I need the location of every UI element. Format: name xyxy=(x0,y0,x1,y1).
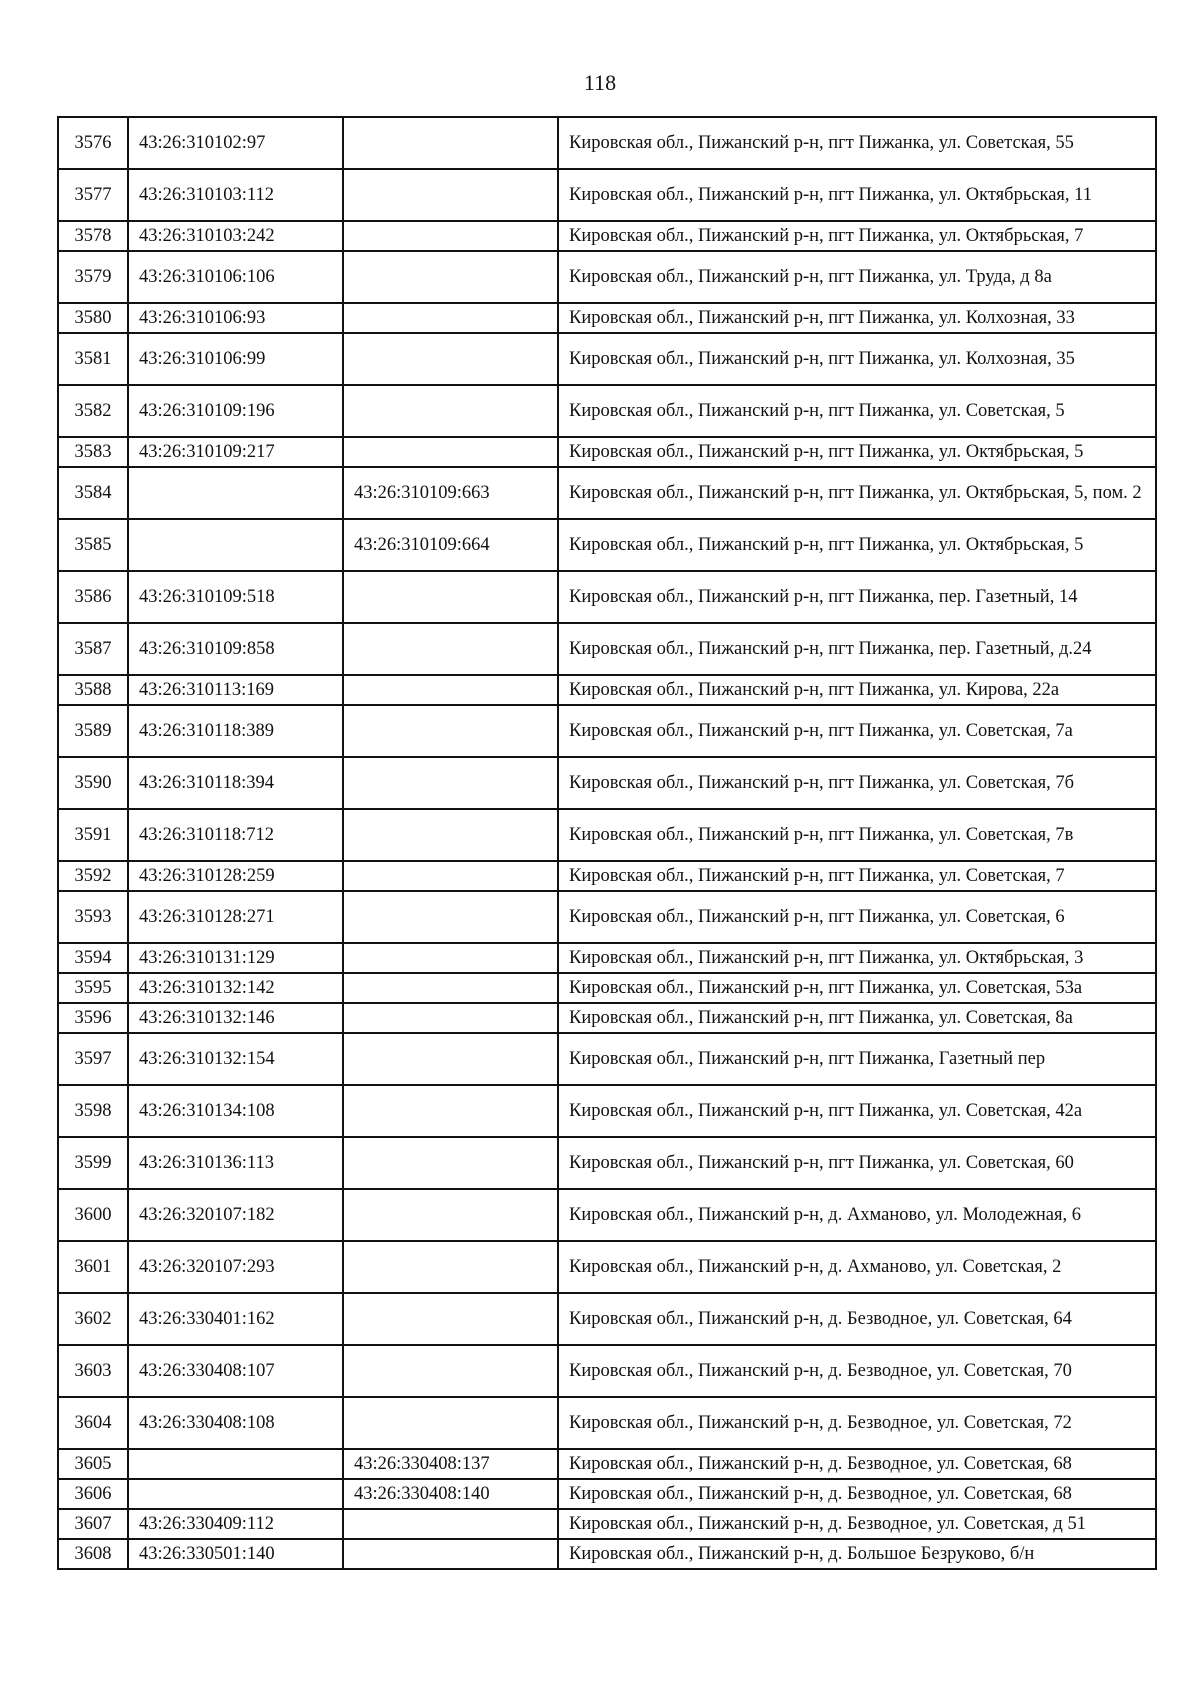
related-cadastral-number xyxy=(343,221,558,251)
address: Кировская обл., Пижанский р-н, пгт Пижанка, ул. Советская, 53а xyxy=(558,973,1156,1003)
row-number: 3582 xyxy=(58,385,128,437)
address: Кировская обл., Пижанский р-н, пгт Пижанка, ул. Октябрьская, 7 xyxy=(558,221,1156,251)
row-number: 3585 xyxy=(58,519,128,571)
row-number: 3578 xyxy=(58,221,128,251)
address: Кировская обл., Пижанский р-н, пгт Пижанка, ул. Советская, 8а xyxy=(558,1003,1156,1033)
address: Кировская обл., Пижанский р-н, пгт Пижанка, ул. Советская, 42а xyxy=(558,1085,1156,1137)
cadastral-number xyxy=(128,1479,343,1509)
cadastral-number: 43:26:310118:712 xyxy=(128,809,343,861)
row-number: 3605 xyxy=(58,1449,128,1479)
cadastral-number: 43:26:310102:97 xyxy=(128,117,343,169)
address: Кировская обл., Пижанский р-н, д. Безводное, ул. Советская, д 51 xyxy=(558,1509,1156,1539)
cadastral-number: 43:26:310118:389 xyxy=(128,705,343,757)
row-number: 3596 xyxy=(58,1003,128,1033)
related-cadastral-number xyxy=(343,1509,558,1539)
address: Кировская обл., Пижанский р-н, пгт Пижанка, Газетный пер xyxy=(558,1033,1156,1085)
table-row xyxy=(58,1293,1156,1345)
cadastral-number: 43:26:310132:146 xyxy=(128,1003,343,1033)
cadastral-number: 43:26:330409:112 xyxy=(128,1509,343,1539)
related-cadastral-number xyxy=(343,675,558,705)
cadastral-number: 43:26:310109:858 xyxy=(128,623,343,675)
related-cadastral-number xyxy=(343,1241,558,1293)
table-row xyxy=(58,623,1156,675)
address: Кировская обл., Пижанский р-н, пгт Пижанка, пер. Газетный, 14 xyxy=(558,571,1156,623)
row-number: 3599 xyxy=(58,1137,128,1189)
table-row xyxy=(58,467,1156,519)
page-number: 118 xyxy=(583,70,617,95)
cadastral-number xyxy=(128,1449,343,1479)
related-cadastral-number xyxy=(343,943,558,973)
cadastral-number: 43:26:310103:242 xyxy=(128,221,343,251)
address: Кировская обл., Пижанский р-н, пгт Пижанка, ул. Советская, 60 xyxy=(558,1137,1156,1189)
address: Кировская обл., Пижанский р-н, пгт Пижанка, ул. Советская, 6 xyxy=(558,891,1156,943)
related-cadastral-number xyxy=(343,809,558,861)
table-row xyxy=(58,675,1156,705)
related-cadastral-number xyxy=(343,1345,558,1397)
related-cadastral-number xyxy=(343,1085,558,1137)
address: Кировская обл., Пижанский р-н, пгт Пижанка, ул. Октябрьская, 11 xyxy=(558,169,1156,221)
address: Кировская обл., Пижанский р-н, пгт Пижанка, ул. Октябрьская, 3 xyxy=(558,943,1156,973)
row-number: 3589 xyxy=(58,705,128,757)
table-row xyxy=(58,251,1156,303)
cadastral-number: 43:26:310109:518 xyxy=(128,571,343,623)
table-row xyxy=(58,169,1156,221)
address: Кировская обл., Пижанский р-н, пгт Пижанка, ул. Советская, 7 xyxy=(558,861,1156,891)
related-cadastral-number: 43:26:330408:137 xyxy=(343,1449,558,1479)
related-cadastral-number: 43:26:310109:663 xyxy=(343,467,558,519)
address: Кировская обл., Пижанский р-н, д. Безводное, ул. Советская, 68 xyxy=(558,1449,1156,1479)
row-number: 3606 xyxy=(58,1479,128,1509)
row-number: 3602 xyxy=(58,1293,128,1345)
related-cadastral-number xyxy=(343,169,558,221)
address: Кировская обл., Пижанский р-н, пгт Пижанка, ул. Советская, 5 xyxy=(558,385,1156,437)
address: Кировская обл., Пижанский р-н, пгт Пижанка, ул. Советская, 7б xyxy=(558,757,1156,809)
table-row xyxy=(58,437,1156,467)
related-cadastral-number xyxy=(343,757,558,809)
address: Кировская обл., Пижанский р-н, пгт Пижанка, ул. Колхозная, 35 xyxy=(558,333,1156,385)
address: Кировская обл., Пижанский р-н, д. Безводное, ул. Советская, 70 xyxy=(558,1345,1156,1397)
table-row xyxy=(58,117,1156,169)
row-number: 3580 xyxy=(58,303,128,333)
related-cadastral-number xyxy=(343,1003,558,1033)
row-number: 3590 xyxy=(58,757,128,809)
table-row xyxy=(58,1479,1156,1509)
table-row xyxy=(58,1509,1156,1539)
related-cadastral-number xyxy=(343,571,558,623)
related-cadastral-number xyxy=(343,973,558,1003)
table-row xyxy=(58,1085,1156,1137)
address: Кировская обл., Пижанский р-н, пгт Пижанка, ул. Октябрьская, 5, пом. 2 xyxy=(558,467,1156,519)
row-number: 3577 xyxy=(58,169,128,221)
cadastral-number: 43:26:320107:293 xyxy=(128,1241,343,1293)
row-number: 3597 xyxy=(58,1033,128,1085)
cadastral-number: 43:26:330501:140 xyxy=(128,1539,343,1569)
table-row xyxy=(58,1539,1156,1569)
table-row xyxy=(58,1449,1156,1479)
cadastral-number: 43:26:310103:112 xyxy=(128,169,343,221)
related-cadastral-number xyxy=(343,117,558,169)
cadastral-number: 43:26:330401:162 xyxy=(128,1293,343,1345)
row-number: 3595 xyxy=(58,973,128,1003)
row-number: 3588 xyxy=(58,675,128,705)
row-number: 3583 xyxy=(58,437,128,467)
cadastral-number: 43:26:310134:108 xyxy=(128,1085,343,1137)
related-cadastral-number xyxy=(343,1033,558,1085)
cadastral-number: 43:26:310106:93 xyxy=(128,303,343,333)
table-row xyxy=(58,519,1156,571)
table-row xyxy=(58,705,1156,757)
address: Кировская обл., Пижанский р-н, д. Безводное, ул. Советская, 68 xyxy=(558,1479,1156,1509)
related-cadastral-number xyxy=(343,891,558,943)
row-number: 3587 xyxy=(58,623,128,675)
related-cadastral-number xyxy=(343,1189,558,1241)
row-number: 3586 xyxy=(58,571,128,623)
registry-table-body xyxy=(58,117,1156,1569)
table-row xyxy=(58,943,1156,973)
related-cadastral-number xyxy=(343,1137,558,1189)
row-number: 3604 xyxy=(58,1397,128,1449)
cadastral-number: 43:26:310128:259 xyxy=(128,861,343,891)
table-row xyxy=(58,385,1156,437)
table-row xyxy=(58,861,1156,891)
related-cadastral-number xyxy=(343,861,558,891)
row-number: 3593 xyxy=(58,891,128,943)
cadastral-number: 43:26:330408:108 xyxy=(128,1397,343,1449)
address: Кировская обл., Пижанский р-н, пгт Пижанка, ул. Советская, 55 xyxy=(558,117,1156,169)
table-row xyxy=(58,1137,1156,1189)
row-number: 3584 xyxy=(58,467,128,519)
row-number: 3579 xyxy=(58,251,128,303)
row-number: 3581 xyxy=(58,333,128,385)
row-number: 3601 xyxy=(58,1241,128,1293)
row-number: 3607 xyxy=(58,1509,128,1539)
address: Кировская обл., Пижанский р-н, пгт Пижанка, ул. Октябрьская, 5 xyxy=(558,437,1156,467)
cadastral-number: 43:26:310106:99 xyxy=(128,333,343,385)
related-cadastral-number xyxy=(343,1293,558,1345)
table-row xyxy=(58,571,1156,623)
cadastral-number: 43:26:310106:106 xyxy=(128,251,343,303)
cadastral-number: 43:26:310109:217 xyxy=(128,437,343,467)
address: Кировская обл., Пижанский р-н, пгт Пижанка, ул. Октябрьская, 5 xyxy=(558,519,1156,571)
table-row xyxy=(58,303,1156,333)
address: Кировская обл., Пижанский р-н, пгт Пижанка, ул. Колхозная, 33 xyxy=(558,303,1156,333)
table-row xyxy=(58,757,1156,809)
cadastral-number: 43:26:310128:271 xyxy=(128,891,343,943)
row-number: 3576 xyxy=(58,117,128,169)
related-cadastral-number xyxy=(343,1397,558,1449)
address: Кировская обл., Пижанский р-н, д. Ахманово, ул. Советская, 2 xyxy=(558,1241,1156,1293)
cadastral-number: 43:26:310109:196 xyxy=(128,385,343,437)
table-row xyxy=(58,1189,1156,1241)
address: Кировская обл., Пижанский р-н, пгт Пижанка, ул. Советская, 7а xyxy=(558,705,1156,757)
cadastral-number: 43:26:310113:169 xyxy=(128,675,343,705)
address: Кировская обл., Пижанский р-н, пгт Пижанка, пер. Газетный, д.24 xyxy=(558,623,1156,675)
table-row xyxy=(58,973,1156,1003)
row-number: 3592 xyxy=(58,861,128,891)
cadastral-number xyxy=(128,519,343,571)
row-number: 3603 xyxy=(58,1345,128,1397)
address: Кировская обл., Пижанский р-н, д. Большое Безруково, б/н xyxy=(558,1539,1156,1569)
table-row xyxy=(58,1003,1156,1033)
related-cadastral-number xyxy=(343,333,558,385)
related-cadastral-number xyxy=(343,1539,558,1569)
table-row xyxy=(58,1241,1156,1293)
cadastral-number: 43:26:310132:142 xyxy=(128,973,343,1003)
table-row xyxy=(58,221,1156,251)
row-number: 3594 xyxy=(58,943,128,973)
related-cadastral-number xyxy=(343,385,558,437)
table-row xyxy=(58,333,1156,385)
related-cadastral-number xyxy=(343,251,558,303)
cadastral-number: 43:26:310118:394 xyxy=(128,757,343,809)
cadastral-number: 43:26:310136:113 xyxy=(128,1137,343,1189)
address: Кировская обл., Пижанский р-н, д. Безводное, ул. Советская, 64 xyxy=(558,1293,1156,1345)
related-cadastral-number xyxy=(343,437,558,467)
row-number: 3608 xyxy=(58,1539,128,1569)
cadastral-number xyxy=(128,467,343,519)
table-row xyxy=(58,1397,1156,1449)
table-row xyxy=(58,809,1156,861)
cadastral-number: 43:26:330408:107 xyxy=(128,1345,343,1397)
table-row xyxy=(58,1033,1156,1085)
row-number: 3591 xyxy=(58,809,128,861)
address: Кировская обл., Пижанский р-н, д. Безводное, ул. Советская, 72 xyxy=(558,1397,1156,1449)
cadastral-number: 43:26:310131:129 xyxy=(128,943,343,973)
address: Кировская обл., Пижанский р-н, д. Ахманово, ул. Молодежная, 6 xyxy=(558,1189,1156,1241)
address: Кировская обл., Пижанский р-н, пгт Пижанка, ул. Кирова, 22а xyxy=(558,675,1156,705)
row-number: 3600 xyxy=(58,1189,128,1241)
row-number: 3598 xyxy=(58,1085,128,1137)
related-cadastral-number xyxy=(343,623,558,675)
address: Кировская обл., Пижанский р-н, пгт Пижанка, ул. Труда, д 8а xyxy=(558,251,1156,303)
address: Кировская обл., Пижанский р-н, пгт Пижанка, ул. Советская, 7в xyxy=(558,809,1156,861)
registry-table xyxy=(57,116,1157,1570)
table-row xyxy=(58,1345,1156,1397)
related-cadastral-number xyxy=(343,303,558,333)
related-cadastral-number xyxy=(343,705,558,757)
table-row xyxy=(58,891,1156,943)
related-cadastral-number: 43:26:310109:664 xyxy=(343,519,558,571)
cadastral-number: 43:26:310132:154 xyxy=(128,1033,343,1085)
cadastral-number: 43:26:320107:182 xyxy=(128,1189,343,1241)
related-cadastral-number: 43:26:330408:140 xyxy=(343,1479,558,1509)
